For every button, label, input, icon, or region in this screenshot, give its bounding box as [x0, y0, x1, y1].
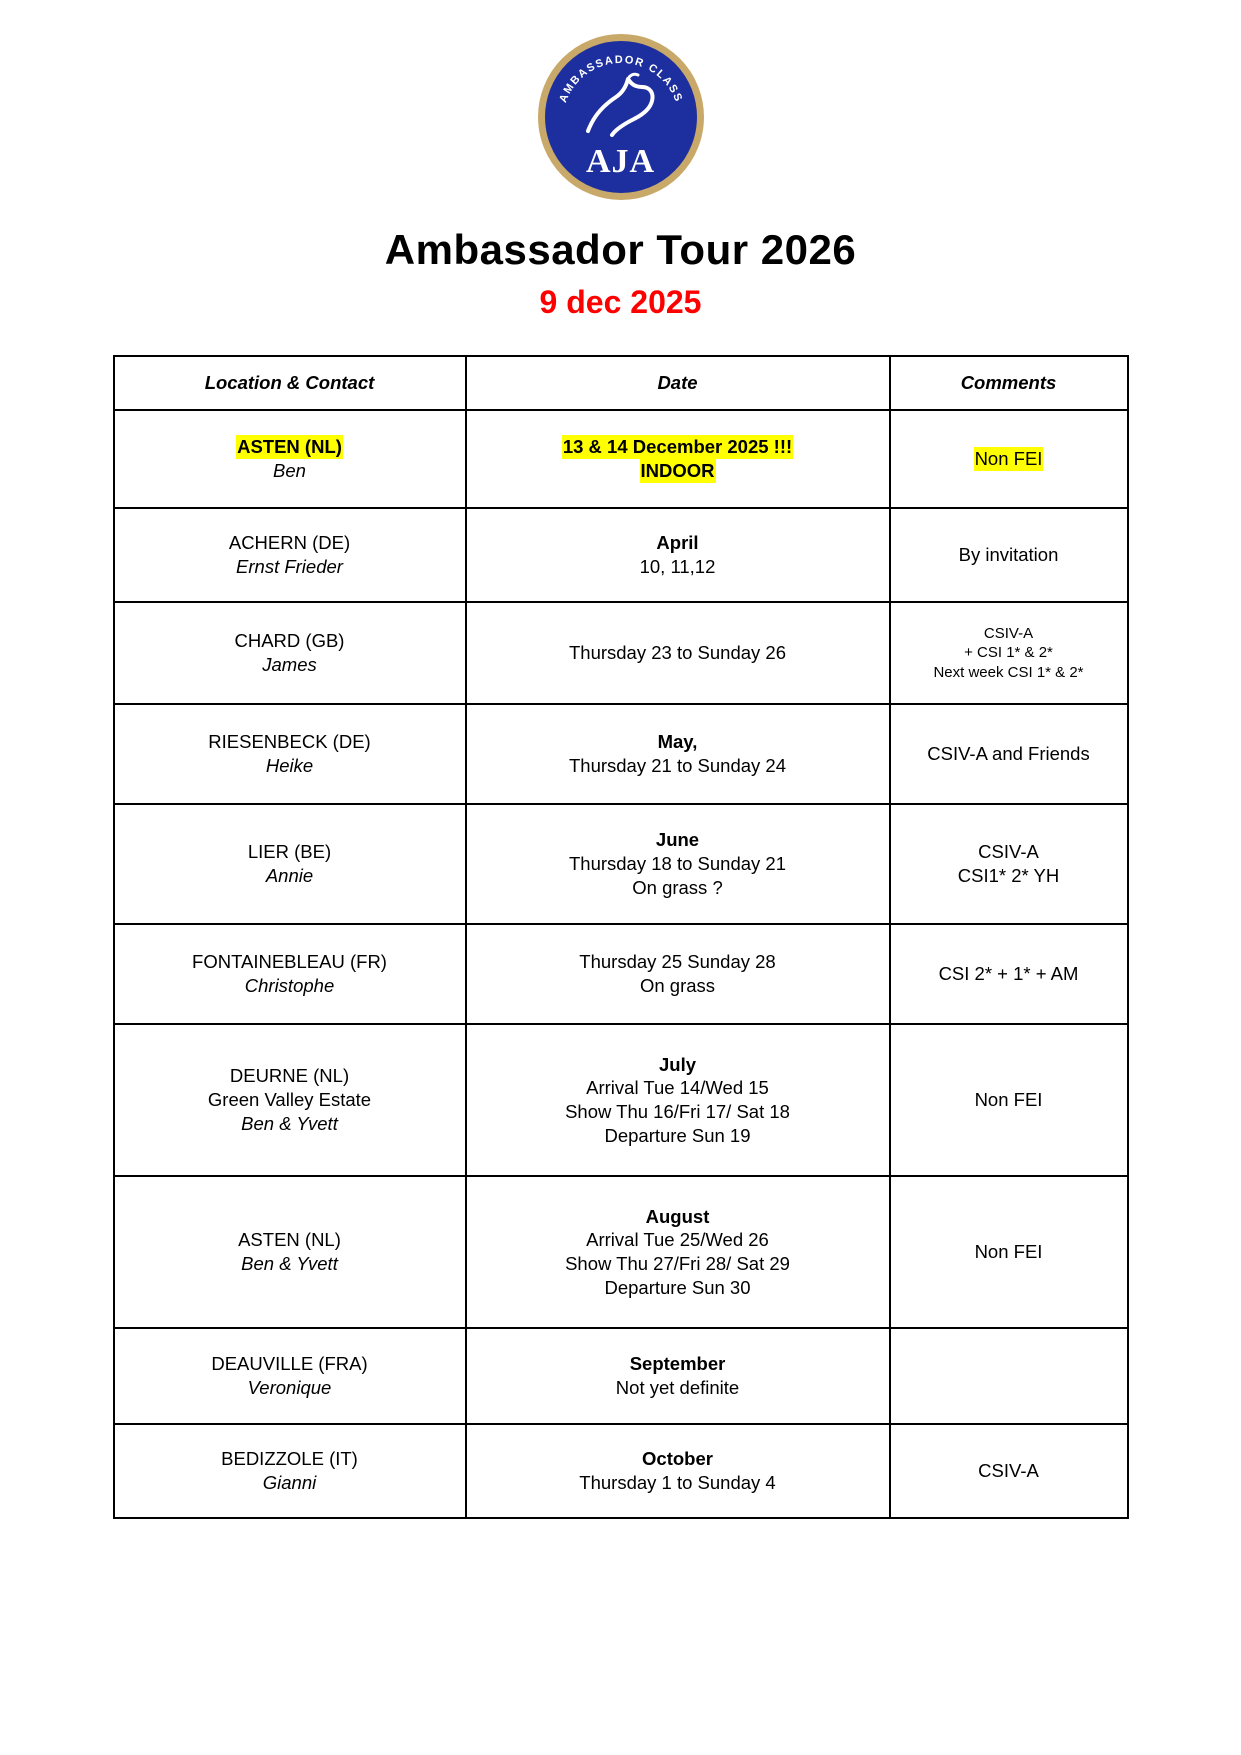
- tour-schedule-table: [113, 355, 1129, 1519]
- date-line: Thursday 1 to Sunday 4: [579, 1472, 776, 1493]
- table-body: [114, 410, 1128, 1518]
- date-line: 13 & 14 December 2025 !!!: [562, 436, 793, 458]
- date-line: On grass: [639, 975, 716, 996]
- logo-container: [0, 0, 1241, 200]
- comment-line: Non FEI: [974, 448, 1043, 470]
- date-line: Arrival Tue 14/Wed 15: [586, 1077, 769, 1099]
- date-line: Not yet definite: [615, 1377, 740, 1398]
- contact-person: Heike: [265, 755, 314, 776]
- table-row: [114, 602, 1128, 704]
- contact-person: Christophe: [244, 975, 335, 996]
- date-line: Departure Sun 19: [604, 1124, 751, 1146]
- location-name: CHARD (GB): [234, 630, 345, 652]
- cell-location: [114, 704, 466, 804]
- comment-line: CSIV-A: [983, 624, 1034, 642]
- comment-line: CSIV-A and Friends: [927, 743, 1090, 765]
- cell-date: [466, 804, 890, 924]
- date-line: Thursday 18 to Sunday 21: [568, 853, 786, 875]
- table-header-row: [114, 356, 1128, 410]
- comment-line: By invitation: [958, 544, 1059, 566]
- cell-comments: [890, 508, 1128, 602]
- page-title: Ambassador Tour 2026: [384, 226, 857, 273]
- date-month: May,: [657, 731, 698, 753]
- cell-location: [114, 1328, 466, 1424]
- date-line: 10, 11,12: [639, 556, 716, 577]
- contact-person: Ben & Yvett: [241, 1112, 338, 1134]
- comment-line: CSI1* 2* YH: [957, 865, 1060, 886]
- horse-head-icon: [545, 71, 697, 137]
- contact-person: Gianni: [262, 1472, 317, 1493]
- date-line: Thursday 25 Sunday 28: [579, 951, 776, 973]
- contact-person: Veronique: [247, 1377, 332, 1398]
- date-month: October: [642, 1448, 713, 1470]
- comment-line: CSIV-A: [978, 1460, 1039, 1482]
- cell-comments: [890, 704, 1128, 804]
- cell-date: [466, 1328, 890, 1424]
- cell-location: [114, 1024, 466, 1176]
- date-month: September: [629, 1353, 726, 1375]
- contact-person: James: [262, 654, 317, 675]
- cell-date: [466, 410, 890, 508]
- cell-comments: [890, 410, 1128, 508]
- location-name: ASTEN (NL): [238, 1229, 341, 1251]
- location-venue: Green Valley Estate: [207, 1089, 372, 1111]
- location-name: RIESENBECK (DE): [208, 731, 371, 753]
- date-month: August: [645, 1205, 710, 1227]
- contact-person: Ben: [273, 460, 306, 481]
- contact-person: Annie: [265, 865, 314, 886]
- table-row: [114, 1176, 1128, 1328]
- location-name: DEAUVILLE (FRA): [211, 1353, 368, 1375]
- date-line: INDOOR: [640, 460, 715, 481]
- date-line: On grass ?: [632, 876, 723, 898]
- table-row: [114, 508, 1128, 602]
- cell-date: [466, 602, 890, 704]
- cell-location: [114, 410, 466, 508]
- location-name: LIER (BE): [247, 841, 332, 863]
- cell-date: [466, 924, 890, 1024]
- contact-person: Ernst Frieder: [236, 556, 343, 577]
- cell-comments: [890, 1176, 1128, 1328]
- cell-date: [466, 704, 890, 804]
- comment-line: CSIV-A: [978, 841, 1039, 863]
- column-header-date: Date: [466, 356, 890, 410]
- cell-location: [114, 804, 466, 924]
- date-line: Thursday 23 to Sunday 26: [568, 642, 786, 664]
- date-line: Departure Sun 30: [604, 1276, 751, 1298]
- cell-comments: [890, 1328, 1128, 1424]
- date-line: Thursday 21 to Sunday 24: [568, 755, 786, 776]
- date-month: June: [655, 829, 700, 851]
- comment-line: Non FEI: [974, 1089, 1043, 1111]
- comment-line: Non FEI: [974, 1241, 1043, 1263]
- date-month: April: [656, 532, 699, 554]
- aja-logo: [538, 34, 704, 200]
- comment-line: Next week CSI 1* & 2*: [933, 663, 1084, 681]
- table-row: [114, 924, 1128, 1024]
- date-line: Show Thu 16/Fri 17/ Sat 18: [565, 1101, 790, 1122]
- cell-date: [466, 1024, 890, 1176]
- table-row: [114, 1328, 1128, 1424]
- column-header-location: Location & Contact: [114, 356, 466, 410]
- contact-person: Ben & Yvett: [241, 1253, 338, 1274]
- svg-text:AMBASSADOR CLASS: AMBASSADOR CLASS: [556, 53, 685, 105]
- table-row: [114, 1024, 1128, 1176]
- cell-location: [114, 1176, 466, 1328]
- cell-date: [466, 1424, 890, 1518]
- location-name: ACHERN (DE): [228, 532, 351, 554]
- cell-comments: [890, 602, 1128, 704]
- table-row: [114, 804, 1128, 924]
- cell-date: [466, 508, 890, 602]
- cell-comments: [890, 1424, 1128, 1518]
- location-name: ASTEN (NL): [237, 436, 342, 458]
- date-line: Arrival Tue 25/Wed 26: [586, 1229, 769, 1251]
- table-row: [114, 1424, 1128, 1518]
- date-line: Show Thu 27/Fri 28/ Sat 29: [565, 1253, 790, 1274]
- cell-location: [114, 1424, 466, 1518]
- cell-comments: [890, 1024, 1128, 1176]
- location-name: BEDIZZOLE (IT): [221, 1448, 358, 1470]
- table-row: [114, 410, 1128, 508]
- cell-comments: [890, 924, 1128, 1024]
- page-subtitle: 9 dec 2025: [539, 284, 702, 320]
- cell-comments: [890, 804, 1128, 924]
- cell-location: [114, 602, 466, 704]
- cell-location: [114, 924, 466, 1024]
- cell-location: [114, 508, 466, 602]
- cell-date: [466, 1176, 890, 1328]
- location-name: DEURNE (NL): [229, 1065, 350, 1087]
- date-month: July: [658, 1053, 697, 1075]
- comment-line: CSI 2* + 1* + AM: [938, 963, 1079, 985]
- table-row: [114, 704, 1128, 804]
- location-name: FONTAINEBLEAU (FR): [192, 951, 387, 973]
- column-header-comments: Comments: [890, 356, 1128, 410]
- comment-line: + CSI 1* & 2*: [964, 644, 1053, 662]
- logo-initials: AJA: [585, 143, 656, 180]
